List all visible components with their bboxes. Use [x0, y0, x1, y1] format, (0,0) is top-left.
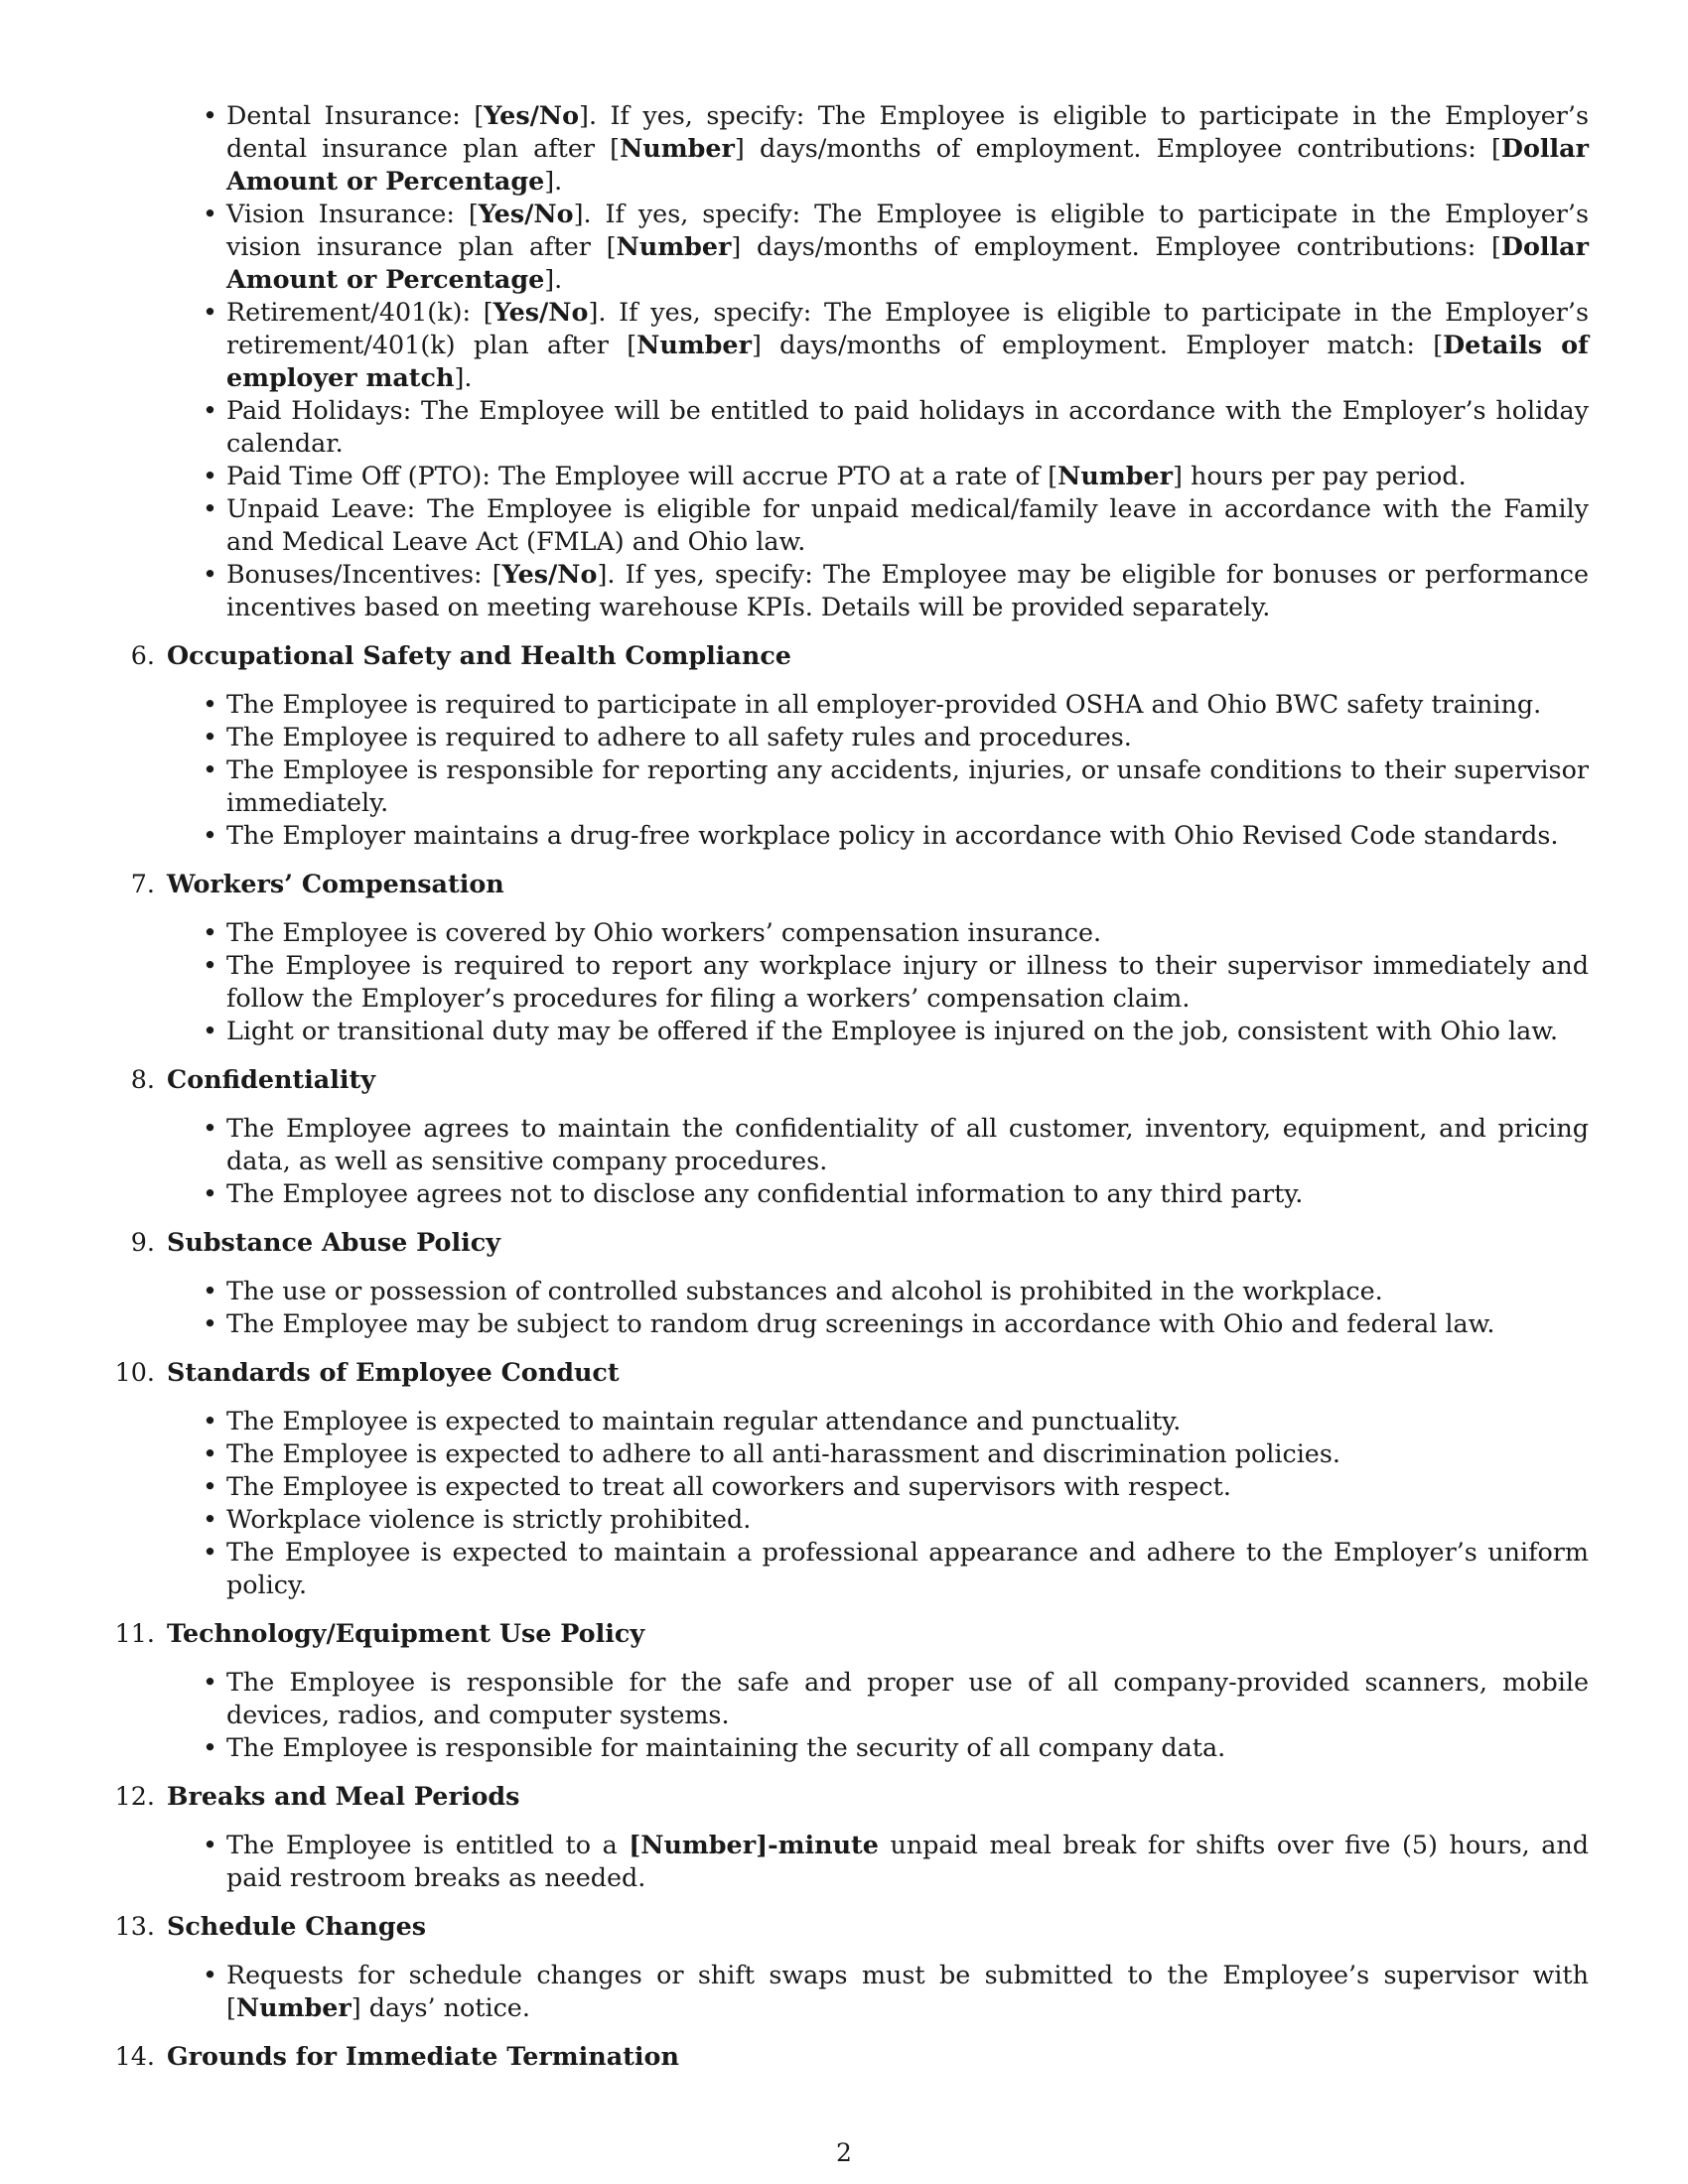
text-run: ]. If yes, specify: The Employee is eligible to participate in the Employer’s retirement/401(k) plan after [	[226, 297, 1589, 359]
text-run: The Employee is expected to adhere to all anti-harassment and discrimination policies.	[226, 1438, 1340, 1468]
text-run: The Employee is entitled to a	[226, 1830, 630, 1859]
bullet-item	[226, 721, 1589, 753]
bullet-item	[226, 916, 1589, 949]
section-heading	[99, 639, 1589, 672]
text-run: ] days/months of employment. Employee contributions: [	[734, 133, 1501, 163]
bold-placeholder: Dollar Amount or Percentage	[226, 231, 1589, 294]
bullet-item	[226, 1015, 1589, 1047]
benefit-item	[226, 296, 1589, 394]
text-run: The Employee is covered by Ohio workers’ compensation insurance.	[226, 917, 1102, 947]
text-run: The Employee is required to report any workplace injury or illness to their supervisor immediately and follow the Employer’s procedures for filing a workers’ compensation claim.	[226, 950, 1589, 1013]
bullet-item	[226, 1437, 1589, 1470]
section-heading	[99, 2040, 1589, 2073]
section	[99, 1910, 1589, 2024]
section-bullet-list	[99, 916, 1589, 1047]
bold-placeholder: Yes/No	[484, 100, 580, 130]
section-title: Standards of Employee Conduct	[167, 1357, 620, 1387]
benefit-item	[226, 394, 1589, 460]
text-run: ].	[544, 166, 563, 196]
section-heading	[99, 1063, 1589, 1096]
bullet-item	[226, 688, 1589, 721]
section	[99, 868, 1589, 1047]
section	[99, 1617, 1589, 1764]
bullet-item	[226, 819, 1589, 852]
text-run: The Employee is expected to treat all coworkers and supervisors with respect.	[226, 1471, 1231, 1501]
bold-placeholder: Yes/No	[478, 199, 574, 228]
bullet-item	[226, 1470, 1589, 1503]
bold-placeholder: Number	[620, 133, 735, 163]
section-title: Schedule Changes	[167, 1911, 427, 1941]
bold-placeholder: [Number]-minute	[629, 1830, 879, 1859]
page-content	[99, 99, 1589, 2073]
text-run: Workplace violence is strictly prohibited.	[226, 1504, 752, 1534]
page-number: 2	[836, 2138, 852, 2167]
text-run: Bonuses/Incentives: [	[226, 559, 502, 589]
text-run: The Employee is required to adhere to all safety rules and procedures.	[226, 722, 1132, 751]
bullet-item	[226, 1666, 1589, 1731]
section-number: 6.	[130, 640, 155, 670]
section-title: Workers’ Compensation	[167, 869, 504, 898]
text-run: unpaid meal break for shifts over five (5) hours, and paid restroom breaks as needed.	[226, 1830, 1589, 1892]
bullet-item	[226, 1959, 1589, 2024]
section-bullet-list	[99, 1829, 1589, 1894]
section-number: 9.	[130, 1227, 155, 1257]
bullet-item	[226, 1405, 1589, 1437]
text-run: ]. If yes, specify: The Employee is eligible to participate in the Employer’s vision insurance plan after [	[226, 199, 1589, 261]
section	[99, 1780, 1589, 1894]
text-run: Paid Holidays: The Employee will be entitled to paid holidays in accordance with the Employer’s holiday calendar.	[226, 395, 1589, 458]
text-run: The Employee is expected to maintain regular attendance and punctuality.	[226, 1406, 1182, 1435]
text-run: ] hours per pay period.	[1173, 461, 1467, 490]
bullet-item	[226, 1829, 1589, 1894]
section-number: 14.	[114, 2041, 155, 2071]
text-run: Light or transitional duty may be offered if the Employee is injured on the job, consistent with Ohio law.	[226, 1016, 1559, 1045]
section	[99, 639, 1589, 852]
benefit-item	[226, 460, 1589, 492]
text-run: ].	[454, 362, 473, 392]
text-run: ].	[544, 264, 563, 294]
section-number: 11.	[114, 1618, 155, 1648]
section-title: Confidentiality	[167, 1064, 376, 1094]
section-title: Substance Abuse Policy	[167, 1227, 500, 1257]
section	[99, 1226, 1589, 1340]
section	[99, 1063, 1589, 1210]
section-bullet-list	[99, 1275, 1589, 1340]
section-title: Breaks and Meal Periods	[167, 1781, 520, 1811]
section-heading	[99, 1226, 1589, 1259]
text-run: Retirement/401(k): [	[226, 297, 493, 327]
benefit-item	[226, 198, 1589, 296]
bold-placeholder: Number	[235, 1992, 352, 2022]
bullet-item	[226, 753, 1589, 819]
text-run: The Employer maintains a drug-free workplace policy in accordance with Ohio Revised Code standards.	[226, 820, 1559, 850]
benefits-list	[99, 99, 1589, 623]
text-run: The use or possession of controlled substances and alcohol is prohibited in the workplace.	[226, 1276, 1383, 1305]
text-run: The Employee may be subject to random drug screenings in accordance with Ohio and federal law.	[226, 1308, 1495, 1338]
section-heading	[99, 1617, 1589, 1650]
section-number: 10.	[114, 1357, 155, 1387]
section-heading	[99, 1910, 1589, 1943]
text-run: Vision Insurance: [	[226, 199, 479, 228]
section-number: 8.	[130, 1064, 155, 1094]
section-number: 7.	[130, 869, 155, 898]
benefit-item	[226, 99, 1589, 198]
text-run: The Employee agrees to maintain the confidentiality of all customer, inventory, equipment, and pricing data, as well as sensitive company procedures.	[226, 1113, 1589, 1175]
section	[99, 2040, 1589, 2073]
bold-placeholder: Yes/No	[492, 297, 589, 327]
section-heading	[99, 1356, 1589, 1389]
section-bullet-list	[99, 688, 1589, 852]
text-run: ]. If yes, specify: The Employee is eligible to participate in the Employer’s dental insurance plan after [	[226, 100, 1589, 163]
section-bullet-list	[99, 1405, 1589, 1601]
section	[99, 1356, 1589, 1601]
text-run: The Employee is responsible for maintaining the security of all company data.	[226, 1732, 1226, 1762]
bold-placeholder: Number	[1057, 461, 1173, 490]
bullet-item	[226, 1112, 1589, 1177]
text-run: ] days/months of employment. Employer match: [	[751, 330, 1444, 359]
section-heading	[99, 868, 1589, 900]
bold-placeholder: Details of employer match	[226, 330, 1589, 392]
text-run: Paid Time Off (PTO): The Employee will accrue PTO at a rate of [	[226, 461, 1058, 490]
text-run: The Employee is required to participate in all employer-provided OSHA and Ohio BWC safety training.	[226, 689, 1542, 719]
section-heading	[99, 1780, 1589, 1813]
section-number: 13.	[114, 1911, 155, 1941]
text-run: The Employee agrees not to disclose any confidential information to any third party.	[226, 1178, 1304, 1208]
section-bullet-list	[99, 1112, 1589, 1210]
benefit-item	[226, 492, 1589, 558]
section-title: Occupational Safety and Health Compliance	[167, 640, 791, 670]
section-title: Grounds for Immediate Termination	[167, 2041, 679, 2071]
text-run: Unpaid Leave: The Employee is eligible for unpaid medical/family leave in accordance with the Family and Medical Leave Act (FMLA) and Ohio law.	[226, 493, 1589, 556]
text-run: ]. If yes, specify: The Employee may be eligible for bonuses or performance incentives based on meeting warehouse KPIs. Details will be provided separately.	[226, 559, 1590, 621]
benefit-item	[226, 558, 1589, 623]
section-title: Technology/Equipment Use Policy	[167, 1618, 645, 1648]
bullet-item	[226, 1307, 1589, 1340]
text-run: Dental Insurance: [	[226, 100, 485, 130]
bullet-item	[226, 1731, 1589, 1764]
section-number: 12.	[114, 1781, 155, 1811]
section-bullet-list	[99, 1666, 1589, 1764]
bullet-item	[226, 1536, 1589, 1601]
bold-placeholder: Number	[616, 231, 732, 261]
bullet-item	[226, 949, 1589, 1015]
text-run: Requests for schedule changes or shift swaps must be submitted to the Employee’s supervisor with [	[226, 1960, 1589, 2022]
text-run: The Employee is responsible for reporting any accidents, injuries, or unsafe conditions to their supervisor immediately.	[226, 754, 1589, 817]
section-bullet-list	[99, 1959, 1589, 2024]
bullet-item	[226, 1177, 1589, 1210]
bold-placeholder: Dollar Amount or Percentage	[226, 133, 1589, 196]
text-run: The Employee is responsible for the safe and proper use of all company-provided scanners, mobile devices, radios, and computer systems.	[226, 1667, 1589, 1729]
text-run: ] days/months of employment. Employee contributions: [	[731, 231, 1501, 261]
bullet-item	[226, 1503, 1589, 1536]
bullet-item	[226, 1275, 1589, 1307]
sections-container	[99, 639, 1589, 2073]
text-run: ] days’ notice.	[351, 1992, 530, 2022]
bold-placeholder: Number	[636, 330, 752, 359]
text-run: The Employee is expected to maintain a professional appearance and adhere to the Employer’s uniform policy.	[226, 1537, 1589, 1599]
bold-placeholder: Yes/No	[501, 559, 598, 589]
